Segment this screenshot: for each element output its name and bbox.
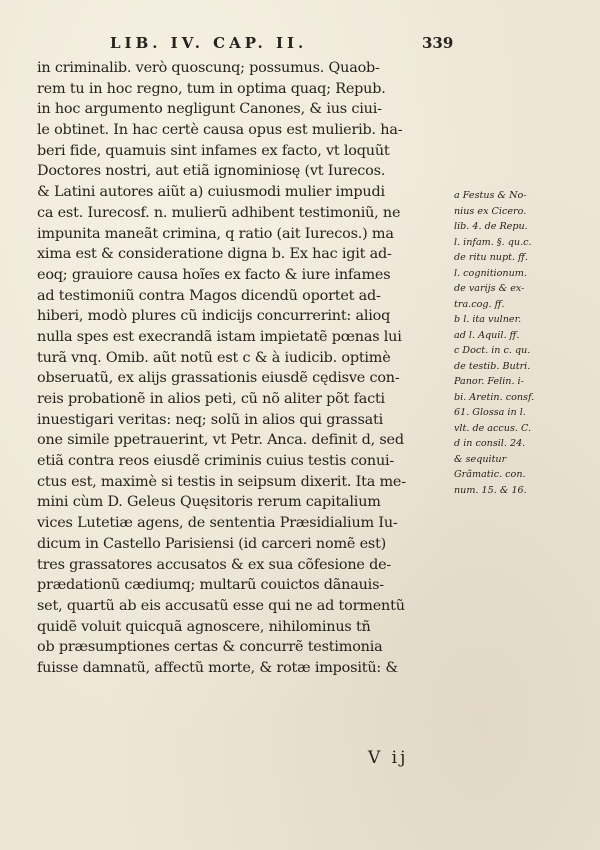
text-line: Doctores nostri, aut etiã ignominiosę (vt Iurecos. — [37, 163, 386, 180]
margin-note: lib. 4. de Repu. — [454, 221, 528, 232]
margin-note: ad l. Aquil. ff. — [454, 329, 520, 341]
margin-note: c Doct. in c. qu. — [454, 345, 531, 356]
text-line: inuestigari veritas: neq; solũ in alios qui grassati — [37, 411, 384, 428]
margin-note: b l. ita vulner. — [454, 314, 522, 325]
margin-note: de varijs & ex- — [454, 283, 525, 294]
text-line: turã vnq. Omib. aũt notũ est c & à iudicib. optimè — [37, 349, 391, 366]
text-line: ctus est, maximè si testis in seipsum dixerit. Ita me- — [37, 473, 406, 490]
text-line: one simile ppetrauerint, vt Petr. Anca. definit d, sed — [37, 432, 404, 449]
margin-note: de testib. Butri. — [454, 360, 531, 372]
margin-note: Panor. Felin. i- — [454, 376, 524, 387]
signature-mark: V ij — [368, 748, 409, 768]
text-line: eoq; grauiore causa hoĩes ex facto & iure infames — [37, 266, 391, 283]
text-line: set, quartũ ab eis accusatũ esse qui ne ad tormentũ — [37, 597, 405, 614]
margin-note: tra.cog. ff. — [454, 298, 505, 310]
text-line: quidẽ voluit quicquã agnoscere, nihilominus tñ — [37, 618, 371, 635]
main-text-block — [37, 58, 462, 679]
text-line: etiã contra reos eiusdẽ criminis cuius testis conui- — [37, 453, 395, 470]
margin-note: de ritu nupt. ff. — [454, 252, 528, 263]
text-line: in hoc argumento negligunt Canones, & ius ciui- — [37, 101, 382, 118]
margin-note: Grãmatic. con. — [454, 469, 526, 480]
marginal-notes — [454, 188, 596, 498]
text-line: dicum in Castello Parisiensi (id carceri nomẽ est) — [37, 535, 387, 552]
text-line: fuisse damnatũ, affectũ morte, & rotæ impositũ: & — [37, 659, 399, 676]
text-line: obseruatũ, ex alijs grassationis eiusdẽ cędisve con- — [37, 370, 400, 387]
margin-note: a Festus & No- — [454, 190, 527, 201]
text-line: hiberi, modò plures cũ indicijs concurrerint: alioq — [37, 308, 391, 325]
margin-note: l. cognitionum. — [454, 267, 527, 279]
margin-note: d in consil. 24. — [454, 438, 526, 449]
text-line: rem tu in hoc regno, tum in optima quaq; Repub. — [37, 80, 386, 97]
text-line: impunita maneãt crimina, q ratio (ait Iurecos.) ma — [37, 225, 394, 242]
text-line: le obtinet. In hac certè causa opus est mulierib. ha- — [37, 122, 403, 139]
margin-note: nius ex Cicero. — [454, 205, 527, 217]
text-line: vices Lutetiæ agens, de sententia Præsidialium Iu- — [37, 515, 398, 532]
text-line: ob præsumptiones certas & concurrẽ testimonia — [37, 639, 383, 656]
text-line: xima est & consideratione digna b. Ex hac igit ad- — [37, 246, 392, 263]
running-title: LIB. IV. CAP. II. — [110, 34, 308, 52]
margin-note: l. infam. §. qu.c. — [454, 236, 532, 248]
page-number: 339 — [422, 34, 454, 52]
text-line: beri fide, quamuis sint infames ex facto, vt loquũt — [37, 142, 390, 159]
margin-note: vlt. de accus. C. — [454, 422, 532, 434]
text-line: mini cùm D. Geleus Quęsitoris rerum capitalium — [37, 494, 381, 511]
margin-note: & sequitur — [454, 453, 507, 465]
text-line: prædationũ cædiumq; multarũ couictos dãnauis- — [37, 577, 384, 594]
text-line: ca est. Iurecosf. n. mulierũ adhibent testimoniũ, ne — [37, 204, 401, 221]
margin-note: num. 15. & 16. — [454, 484, 527, 496]
margin-note: bi. Aretin. consf. — [454, 391, 535, 403]
text-line: in criminalib. verò quoscunq; possumus. Quaob- — [37, 60, 380, 76]
text-line: ad testimoniũ contra Magos dicendũ oportet ad- — [37, 287, 381, 304]
text-line: & Latini autores aiũt a) cuiusmodi mulier impudi — [37, 184, 385, 201]
text-line: reis probationẽ in alios peti, cũ nõ aliter põt facti — [37, 391, 385, 407]
text-line: tres grassatores accusatos & ex sua cõfesione de- — [37, 556, 392, 573]
text-line: nulla spes est execrandã istam impietatẽ pœnas lui — [37, 328, 402, 345]
margin-note: 61. Glossa in l. — [454, 407, 526, 418]
